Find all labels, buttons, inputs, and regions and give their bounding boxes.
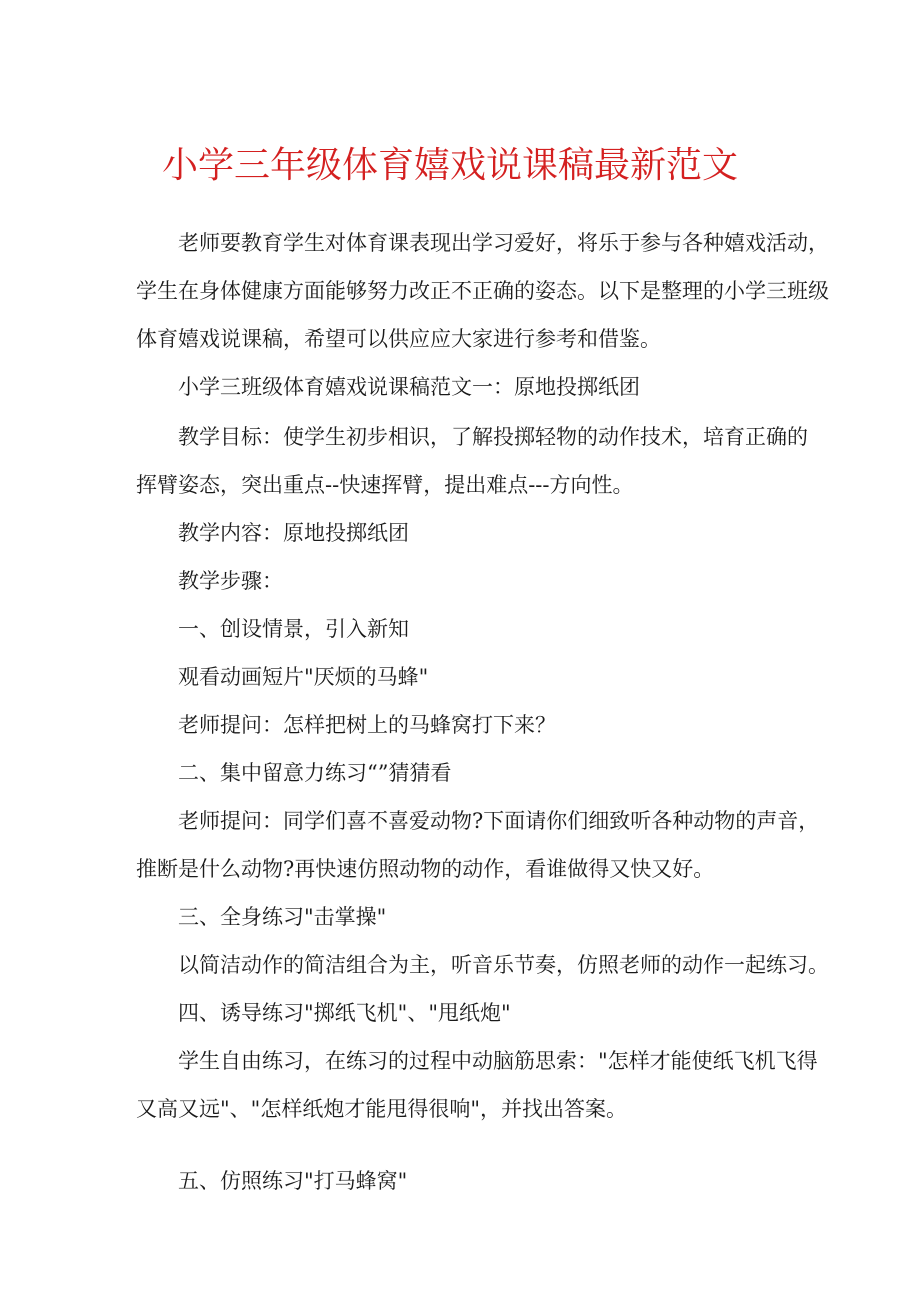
paragraph-line: 教学目标：使学生初步相识，了解投掷轻物的动作技术，培育正确的	[178, 425, 808, 449]
paragraph-line: 以简洁动作的简洁组合为主，听音乐节奏，仿照老师的动作一起练习。	[178, 953, 829, 977]
paragraph-line: 学生在身体健康方面能够努力改正不正确的姿态。以下是整理的小学三班级	[136, 279, 829, 303]
paragraph-line: 观看动画短片"厌烦的马蜂"	[178, 665, 429, 689]
paragraph-line: 学生自由练习，在练习的过程中动脑筋思索："怎样才能使纸飞机飞得	[178, 1049, 818, 1073]
document-title: 小学三年级体育嬉戏说课稿最新范文	[161, 145, 738, 186]
paragraph-line: 老师提问：同学们喜不喜爱动物?下面请你们细致听各种动物的声音，	[178, 809, 820, 833]
paragraph-line: 四、诱导练习"掷纸飞机"、"甩纸炮"	[178, 1001, 511, 1025]
paragraph-line: 老师提问：怎样把树上的马蜂窝打下来？	[178, 713, 556, 737]
paragraph-line: 老师要教育学生对体育课表现出学习爱好，将乐于参与各种嬉戏活动，	[178, 231, 829, 255]
paragraph-line: 二、集中留意力练习“”猜猜看	[178, 761, 452, 785]
paragraph-line: 教学内容：原地投掷纸团	[178, 521, 409, 545]
paragraph-line: 五、仿照练习"打马蜂窝"	[178, 1169, 408, 1193]
paragraph-line: 体育嬉戏说课稿，希望可以供应应大家进行参考和借鉴。	[136, 327, 661, 351]
paragraph-line: 教学步骤：	[178, 569, 283, 593]
paragraph-line: 推断是什么动物?再快速仿照动物的动作，看谁做得又快又好。	[136, 857, 715, 881]
paragraph-line: 小学三班级体育嬉戏说课稿范文一：原地投掷纸团	[178, 375, 640, 399]
paragraph-line: 一、创设情景，引入新知	[178, 617, 409, 641]
paragraph-line: 又高又远"、"怎样纸炮才能甩得很响"，并找出答案。	[136, 1097, 627, 1121]
paragraph-line: 挥臂姿态，突出重点--快速挥臂，提出难点---方向性。	[136, 473, 634, 497]
paragraph-line: 三、全身练习"击掌操"	[178, 905, 387, 929]
